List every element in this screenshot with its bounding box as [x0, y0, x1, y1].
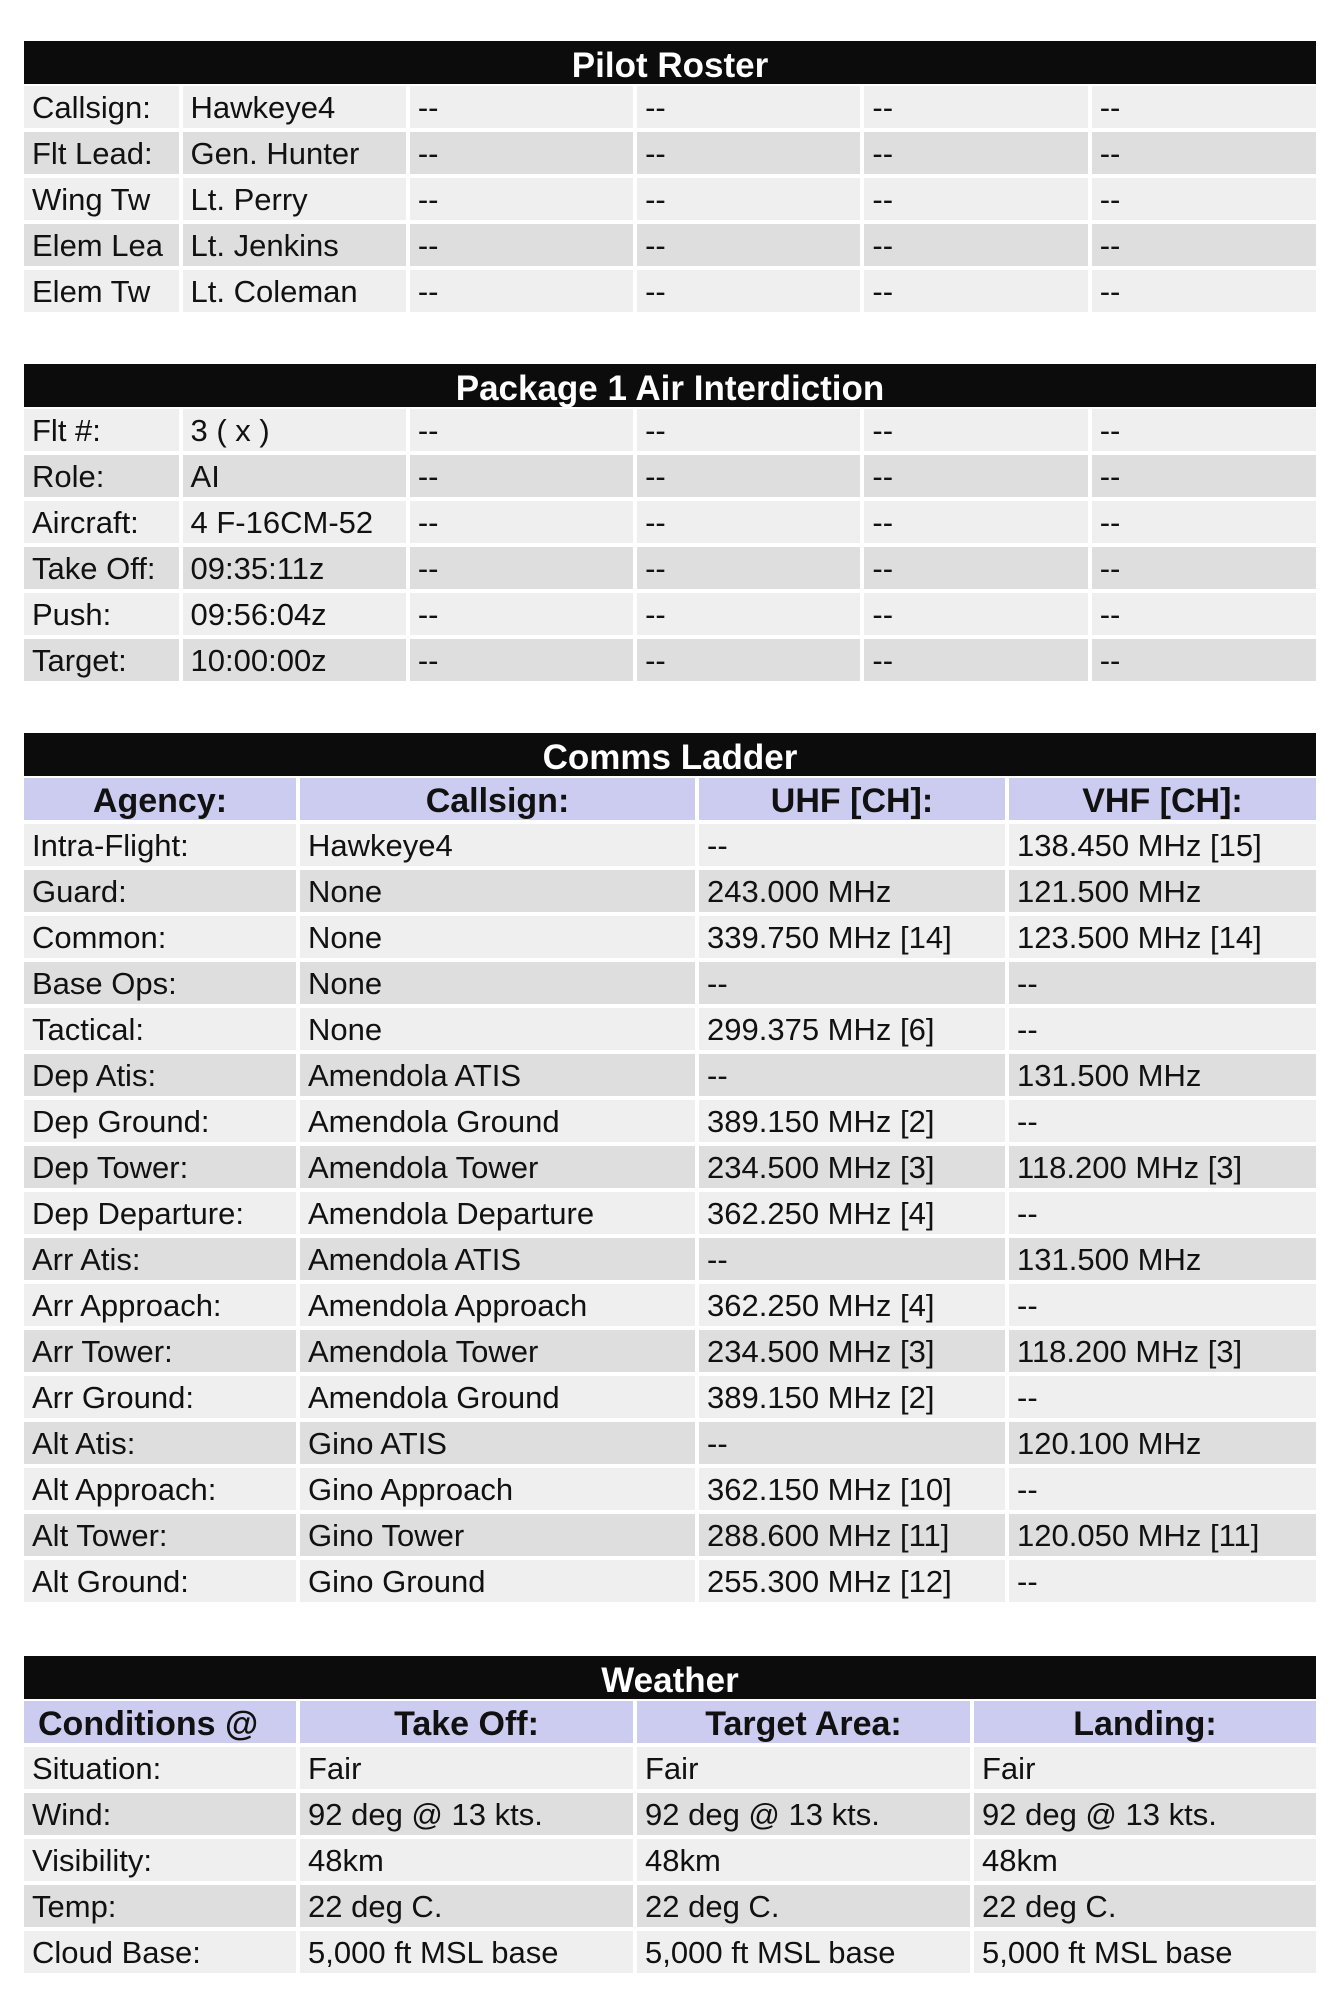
- package-extra-cell: --: [864, 639, 1087, 681]
- package-extra-cell: --: [1092, 501, 1316, 543]
- package-row: [24, 591, 1316, 637]
- package-extra-cell: --: [1092, 547, 1316, 589]
- comms-cell: 255.300 MHz [12]: [699, 1560, 1005, 1602]
- package-extra-cell: --: [637, 593, 860, 635]
- comms-cell: Hawkeye4: [300, 824, 695, 866]
- comms-cell: 339.750 MHz [14]: [699, 916, 1005, 958]
- weather-header-row: [24, 1699, 1316, 1745]
- weather-cell: Fair: [974, 1747, 1316, 1789]
- roster-extra-cell: --: [864, 86, 1087, 128]
- weather-cell: 48km: [300, 1839, 633, 1881]
- weather-cell: 5,000 ft MSL base: [637, 1931, 970, 1973]
- comms-cell: Arr Approach:: [24, 1284, 296, 1326]
- roster-label: Wing Tw: [24, 178, 179, 220]
- roster-label: Callsign:: [24, 86, 179, 128]
- package-extra-cell: --: [864, 455, 1087, 497]
- comms-cell: 120.100 MHz: [1009, 1422, 1316, 1464]
- comms-cell: None: [300, 916, 695, 958]
- package-extra-cell: --: [1092, 639, 1316, 681]
- weather-row: [24, 1837, 1316, 1883]
- package-extra-cell: --: [637, 409, 860, 451]
- comms-header-row: [24, 776, 1316, 822]
- comms-cell: Alt Ground:: [24, 1560, 296, 1602]
- roster-extra-cell: --: [1092, 178, 1316, 220]
- comms-row: [24, 914, 1316, 960]
- package-value: 4 F-16CM-52: [183, 501, 406, 543]
- comms-cell: --: [1009, 1560, 1316, 1602]
- comms-cell: 118.200 MHz [3]: [1009, 1330, 1316, 1372]
- comms-cell: --: [1009, 1192, 1316, 1234]
- comms-cell: 131.500 MHz: [1009, 1054, 1316, 1096]
- comms-cell: Base Ops:: [24, 962, 296, 1004]
- pilot-roster-body: [24, 84, 1316, 314]
- comms-cell: Intra-Flight:: [24, 824, 296, 866]
- comms-cell: Amendola Ground: [300, 1100, 695, 1142]
- comms-ladder-title: Comms Ladder: [24, 733, 1316, 776]
- roster-extra-cell: --: [864, 224, 1087, 266]
- package-value: 09:56:04z: [183, 593, 406, 635]
- package-extra-cell: --: [637, 639, 860, 681]
- weather-cell: Temp:: [24, 1885, 296, 1927]
- roster-extra-cell: --: [864, 270, 1087, 312]
- roster-extra-cell: --: [637, 132, 860, 174]
- comms-cell: Alt Approach:: [24, 1468, 296, 1510]
- comms-cell: Gino Approach: [300, 1468, 695, 1510]
- comms-row: [24, 1374, 1316, 1420]
- comms-cell: 299.375 MHz [6]: [699, 1008, 1005, 1050]
- comms-cell: Dep Ground:: [24, 1100, 296, 1142]
- weather-body: [24, 1745, 1316, 1975]
- comms-cell: Arr Ground:: [24, 1376, 296, 1418]
- weather-row: [24, 1929, 1316, 1975]
- roster-row: [24, 176, 1316, 222]
- weather-cell: 48km: [637, 1839, 970, 1881]
- comms-cell: Alt Tower:: [24, 1514, 296, 1556]
- package-body: [24, 407, 1316, 683]
- roster-extra-cell: --: [410, 132, 633, 174]
- package-value: 09:35:11z: [183, 547, 406, 589]
- comms-cell: --: [699, 962, 1005, 1004]
- comms-cell: 123.500 MHz [14]: [1009, 916, 1316, 958]
- roster-extra-cell: --: [1092, 270, 1316, 312]
- roster-extra-cell: --: [410, 178, 633, 220]
- roster-extra-cell: --: [864, 178, 1087, 220]
- roster-extra-cell: --: [410, 224, 633, 266]
- comms-cell: 362.150 MHz [10]: [699, 1468, 1005, 1510]
- comms-cell: Common:: [24, 916, 296, 958]
- weather-title: Weather: [24, 1656, 1316, 1699]
- comms-cell: 234.500 MHz [3]: [699, 1330, 1005, 1372]
- weather-table: [24, 1656, 1316, 1975]
- weather-cell: Fair: [300, 1747, 633, 1789]
- comms-cell: None: [300, 870, 695, 912]
- comms-row: [24, 1558, 1316, 1604]
- comms-cell: Arr Atis:: [24, 1238, 296, 1280]
- roster-extra-cell: --: [637, 86, 860, 128]
- package-extra-cell: --: [637, 455, 860, 497]
- comms-cell: 131.500 MHz: [1009, 1238, 1316, 1280]
- weather-row: [24, 1883, 1316, 1929]
- comms-cell: --: [699, 1422, 1005, 1464]
- comms-cell: Dep Atis:: [24, 1054, 296, 1096]
- comms-cell: Amendola Departure: [300, 1192, 695, 1234]
- package-row: [24, 637, 1316, 683]
- comms-cell: 120.050 MHz [11]: [1009, 1514, 1316, 1556]
- comms-header-cell: UHF [CH]:: [699, 778, 1005, 820]
- package-row: [24, 407, 1316, 453]
- comms-ladder-table: [24, 733, 1316, 1604]
- comms-row: [24, 1006, 1316, 1052]
- package-extra-cell: --: [637, 547, 860, 589]
- comms-cell: --: [1009, 962, 1316, 1004]
- comms-cell: --: [1009, 1376, 1316, 1418]
- package-label: Role:: [24, 455, 179, 497]
- package-extra-cell: --: [410, 409, 633, 451]
- package-title: Package 1 Air Interdiction: [24, 364, 1316, 407]
- comms-cell: 389.150 MHz [2]: [699, 1376, 1005, 1418]
- weather-cell: Fair: [637, 1747, 970, 1789]
- comms-cell: --: [1009, 1100, 1316, 1142]
- roster-extra-cell: --: [637, 178, 860, 220]
- comms-cell: 121.500 MHz: [1009, 870, 1316, 912]
- package-extra-cell: --: [410, 593, 633, 635]
- package-label: Target:: [24, 639, 179, 681]
- comms-body: [24, 822, 1316, 1604]
- package-extra-cell: --: [1092, 409, 1316, 451]
- comms-row: [24, 960, 1316, 1006]
- package-extra-cell: --: [410, 455, 633, 497]
- weather-header-cell: Target Area:: [637, 1701, 970, 1743]
- comms-row: [24, 1236, 1316, 1282]
- package-label: Aircraft:: [24, 501, 179, 543]
- comms-cell: Amendola Tower: [300, 1146, 695, 1188]
- package-label: Flt #:: [24, 409, 179, 451]
- weather-header-cell: Landing:: [974, 1701, 1316, 1743]
- roster-extra-cell: --: [410, 270, 633, 312]
- comms-cell: Gino ATIS: [300, 1422, 695, 1464]
- roster-extra-cell: --: [637, 224, 860, 266]
- package-extra-cell: --: [410, 547, 633, 589]
- comms-cell: 389.150 MHz [2]: [699, 1100, 1005, 1142]
- roster-extra-cell: --: [864, 132, 1087, 174]
- weather-cell: 22 deg C.: [637, 1885, 970, 1927]
- comms-cell: 138.450 MHz [15]: [1009, 824, 1316, 866]
- comms-cell: 243.000 MHz: [699, 870, 1005, 912]
- weather-cell: 92 deg @ 13 kts.: [637, 1793, 970, 1835]
- weather-cell: Cloud Base:: [24, 1931, 296, 1973]
- comms-cell: Gino Ground: [300, 1560, 695, 1602]
- comms-cell: Alt Atis:: [24, 1422, 296, 1464]
- roster-label: Elem Lea: [24, 224, 179, 266]
- package-extra-cell: --: [410, 639, 633, 681]
- comms-cell: Gino Tower: [300, 1514, 695, 1556]
- package-extra-cell: --: [410, 501, 633, 543]
- comms-cell: None: [300, 1008, 695, 1050]
- weather-cell: 92 deg @ 13 kts.: [300, 1793, 633, 1835]
- weather-row: [24, 1791, 1316, 1837]
- package-label: Push:: [24, 593, 179, 635]
- package-extra-cell: --: [864, 501, 1087, 543]
- comms-row: [24, 1190, 1316, 1236]
- comms-row: [24, 1466, 1316, 1512]
- comms-cell: Tactical:: [24, 1008, 296, 1050]
- weather-row: [24, 1745, 1316, 1791]
- weather-cell: 22 deg C.: [974, 1885, 1316, 1927]
- comms-cell: Dep Departure:: [24, 1192, 296, 1234]
- package-extra-cell: --: [864, 547, 1087, 589]
- roster-value: Hawkeye4: [183, 86, 406, 128]
- roster-value: Lt. Coleman: [183, 270, 406, 312]
- comms-cell: --: [1009, 1284, 1316, 1326]
- comms-cell: --: [699, 1054, 1005, 1096]
- roster-extra-cell: --: [410, 86, 633, 128]
- package-row: [24, 545, 1316, 591]
- comms-cell: Amendola ATIS: [300, 1238, 695, 1280]
- roster-extra-cell: --: [1092, 86, 1316, 128]
- comms-cell: 118.200 MHz [3]: [1009, 1146, 1316, 1188]
- package-value: AI: [183, 455, 406, 497]
- weather-cell: Situation:: [24, 1747, 296, 1789]
- comms-cell: --: [1009, 1008, 1316, 1050]
- comms-row: [24, 1098, 1316, 1144]
- package-row: [24, 499, 1316, 545]
- comms-cell: Dep Tower:: [24, 1146, 296, 1188]
- package-extra-cell: --: [864, 593, 1087, 635]
- weather-header-cell: Conditions @: [24, 1701, 296, 1743]
- comms-cell: 362.250 MHz [4]: [699, 1192, 1005, 1234]
- comms-cell: Amendola Tower: [300, 1330, 695, 1372]
- comms-row: [24, 1328, 1316, 1374]
- package-row: [24, 453, 1316, 499]
- package-value: 10:00:00z: [183, 639, 406, 681]
- comms-cell: Amendola Ground: [300, 1376, 695, 1418]
- comms-cell: Amendola Approach: [300, 1284, 695, 1326]
- roster-label: Flt Lead:: [24, 132, 179, 174]
- weather-cell: 22 deg C.: [300, 1885, 633, 1927]
- comms-cell: Arr Tower:: [24, 1330, 296, 1372]
- comms-header-cell: Agency:: [24, 778, 296, 820]
- comms-cell: 362.250 MHz [4]: [699, 1284, 1005, 1326]
- pilot-roster-table: [24, 41, 1316, 314]
- roster-extra-cell: --: [637, 270, 860, 312]
- weather-header-cell: Take Off:: [300, 1701, 633, 1743]
- package-table: [24, 364, 1316, 683]
- comms-row: [24, 1512, 1316, 1558]
- comms-row: [24, 1052, 1316, 1098]
- weather-cell: Wind:: [24, 1793, 296, 1835]
- package-extra-cell: --: [864, 409, 1087, 451]
- weather-cell: 92 deg @ 13 kts.: [974, 1793, 1316, 1835]
- roster-row: [24, 222, 1316, 268]
- weather-cell: 5,000 ft MSL base: [300, 1931, 633, 1973]
- comms-cell: Guard:: [24, 870, 296, 912]
- comms-header-cell: Callsign:: [300, 778, 695, 820]
- roster-value: Lt. Jenkins: [183, 224, 406, 266]
- comms-cell: 234.500 MHz [3]: [699, 1146, 1005, 1188]
- weather-cell: Visibility:: [24, 1839, 296, 1881]
- comms-row: [24, 1144, 1316, 1190]
- weather-cell: 5,000 ft MSL base: [974, 1931, 1316, 1973]
- package-extra-cell: --: [1092, 455, 1316, 497]
- comms-row: [24, 1282, 1316, 1328]
- package-extra-cell: --: [637, 501, 860, 543]
- weather-header: [24, 1699, 1316, 1745]
- comms-header: [24, 776, 1316, 822]
- roster-value: Gen. Hunter: [183, 132, 406, 174]
- roster-label: Elem Tw: [24, 270, 179, 312]
- package-extra-cell: --: [1092, 593, 1316, 635]
- comms-cell: 288.600 MHz [11]: [699, 1514, 1005, 1556]
- comms-cell: Amendola ATIS: [300, 1054, 695, 1096]
- comms-cell: --: [1009, 1468, 1316, 1510]
- comms-row: [24, 822, 1316, 868]
- roster-extra-cell: --: [1092, 224, 1316, 266]
- roster-value: Lt. Perry: [183, 178, 406, 220]
- package-value: 3 ( x ): [183, 409, 406, 451]
- comms-row: [24, 1420, 1316, 1466]
- comms-cell: --: [699, 1238, 1005, 1280]
- comms-header-cell: VHF [CH]:: [1009, 778, 1316, 820]
- weather-cell: 48km: [974, 1839, 1316, 1881]
- roster-row: [24, 268, 1316, 314]
- comms-cell: --: [699, 824, 1005, 866]
- comms-cell: None: [300, 962, 695, 1004]
- roster-row: [24, 130, 1316, 176]
- comms-row: [24, 868, 1316, 914]
- roster-row: [24, 84, 1316, 130]
- pilot-roster-title: Pilot Roster: [24, 41, 1316, 84]
- roster-extra-cell: --: [1092, 132, 1316, 174]
- package-label: Take Off:: [24, 547, 179, 589]
